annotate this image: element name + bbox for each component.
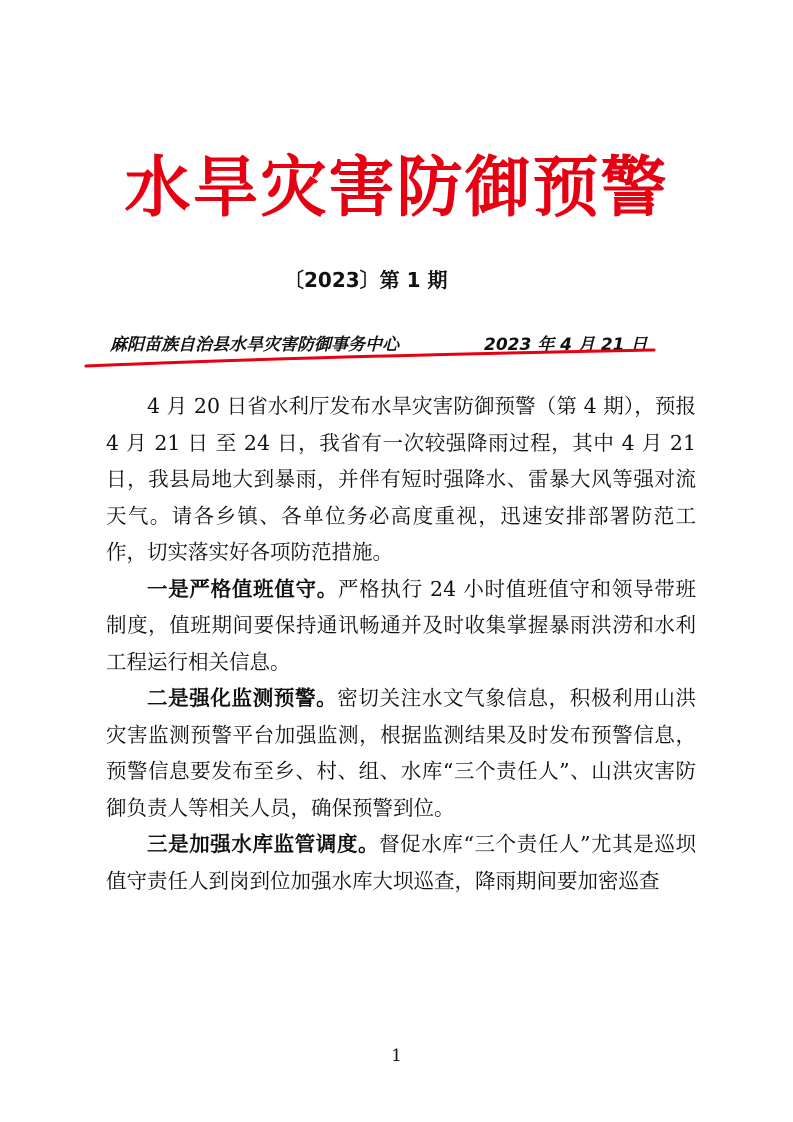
intro-paragraph: 4 月 20 日省水利厅发布水旱灾害防御预警（第 4 期），预报 4 月 21 日 至 24 日，我省有一次较强降雨过程，其中 4 月 21 日，我县局地大到暴雨，并伴有短时强降水、雷暴大风等强对流天气。请各乡镇、各单位务必高度重视，迅速安排部署防范工作，切实落实好各项防范措施。 (106, 394, 696, 564)
section-heading: 一是严格值班值守。 (147, 576, 338, 601)
section-paragraph (106, 680, 696, 826)
red-divider-line (84, 342, 664, 372)
issue-date: 2023 年 4 月 21 日 (484, 335, 648, 355)
issue-number: 〔2023〕第 1 期 (284, 268, 448, 292)
document-body (106, 388, 696, 899)
section-heading: 二是强化监测预警。 (147, 686, 338, 710)
section-heading: 三是加强水库监管调度。 (147, 832, 380, 856)
section-text: 督促水库“三个责任人”尤其是巡坝值守责任人到岗到位加强水库大坝巡查，降雨期间要加密巡查 (106, 832, 696, 893)
section-paragraph (106, 826, 696, 899)
section-text: 严格执行 24 小时值班值守和领导带班制度，值班期间要保持通讯畅通并及时收集掌握暴雨洪涝和水利工程运行相关信息。 (106, 576, 696, 674)
page-number: 1 (391, 1046, 402, 1066)
issuing-organization: 麻阳苗族自治县水旱灾害防御事务中心 (110, 335, 399, 355)
section-paragraph (106, 571, 696, 681)
document-title: 水旱灾害防御预警 (124, 149, 669, 226)
section-text: 密切关注水文气象信息，积极利用山洪灾害监测预警平台加强监测，根据监测结果及时发布预警信息，预警信息要发布至乡、村、组、水库“三个责任人”、山洪灾害防御负责人等相关人员，确保预警到位。 (106, 686, 697, 820)
